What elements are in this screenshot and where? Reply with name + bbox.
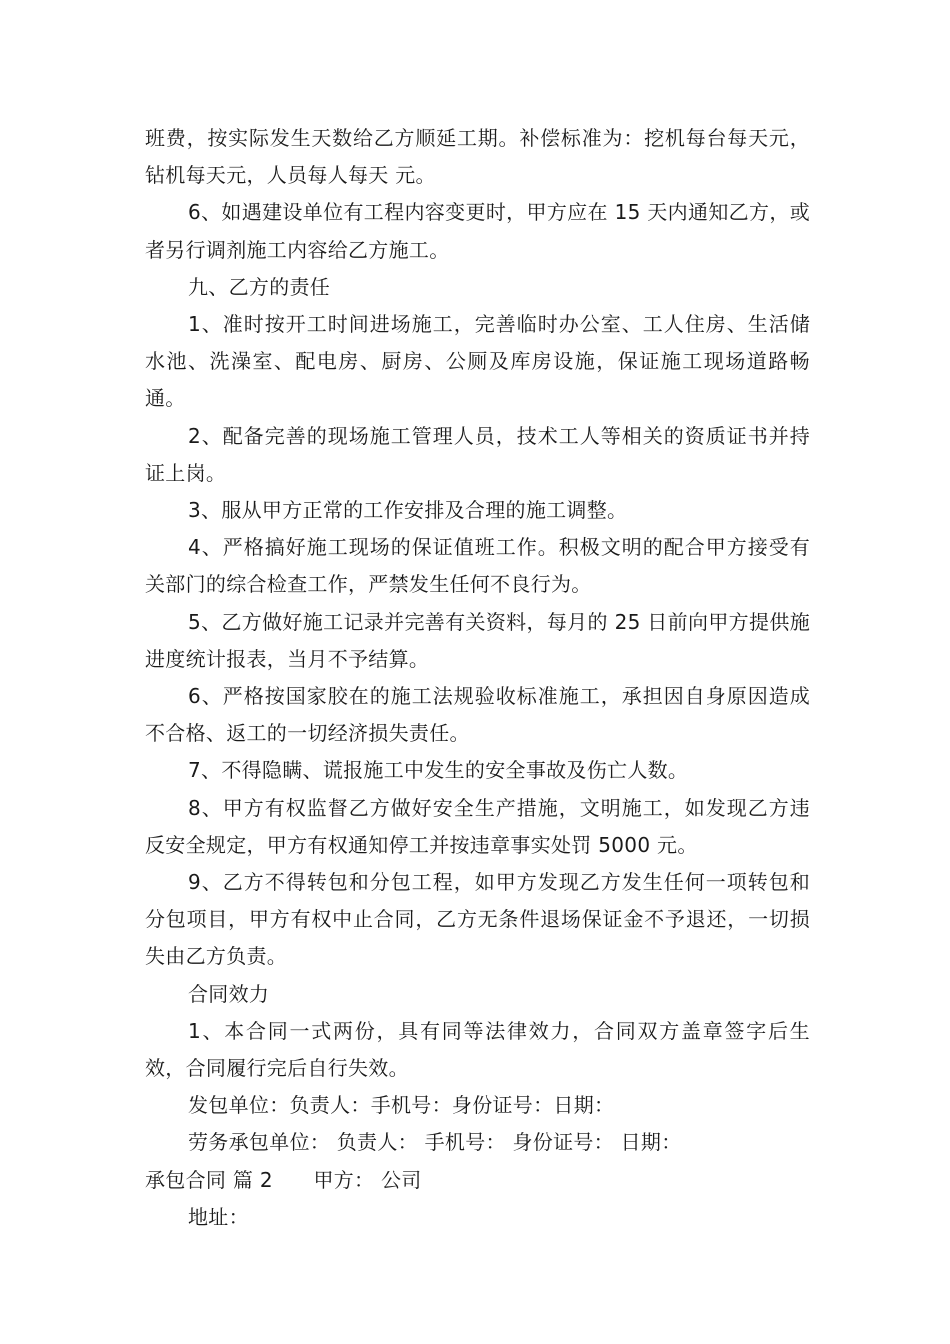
contract-2-heading: 承包合同 篇 2 甲方： 公司 xyxy=(145,1167,422,1192)
paragraph-clause-6-change: 6、如遇建设单位有工程内容变更时，甲方应在 15 天内通知乙方，或者另行调剂施工内容给乙方施工。 xyxy=(145,200,810,262)
paragraph-duty-2: 2、配备完善的现场施工管理人员，技术工人等相关的资质证书并持证上岗。 xyxy=(145,423,810,485)
paragraph-duty-8: 8、甲方有权监督乙方做好安全生产措施，文明施工，如发现乙方违反安全规定，甲方有权通知停工并按违章事实处罚 5000 元。 xyxy=(145,795,810,857)
document-body xyxy=(145,120,810,1236)
section-heading-contract-validity: 合同效力 xyxy=(188,981,270,1006)
paragraph-duty-3: 3、服从甲方正常的工作安排及合理的施工调整。 xyxy=(188,498,628,523)
paragraph-validity-1: 1、本合同一式两份，具有同等法律效力，合同双方盖章签字后生效，合同履行完后自行失效。 xyxy=(145,1018,810,1081)
address-line: 地址： xyxy=(188,1204,249,1229)
paragraph-duty-1: 1、准时按开工时间进场施工，完善临时办公室、工人住房、生活储水池、洗澡室、配电房、厨房、公厕及库房设施，保证施工现场道路畅通。 xyxy=(145,312,810,411)
paragraph-duty-6: 6、严格按国家胶在的施工法规验收标准施工，承担因自身原因造成不合格、返工的一切经济损失责任。 xyxy=(145,684,810,746)
paragraph-duty-5: 5、乙方做好施工记录并完善有关资料，每月的 25 日前向甲方提供施进度统计报表，当月不予结算。 xyxy=(145,609,810,671)
signature-line-contractor: 劳务承包单位： 负责人： 手机号： 身份证号： 日期： xyxy=(188,1130,682,1155)
section-heading-party-b-duties: 九、乙方的责任 xyxy=(188,274,331,299)
signature-line-employer: 发包单位：负责人：手机号：身份证号：日期： xyxy=(188,1093,615,1118)
paragraph-compensation: 班费，按实际发生天数给乙方顺延工期。补偿标准为：挖机每台每天元，钻机每天元，人员每人每天 元。 xyxy=(145,126,810,188)
paragraph-duty-4: 4、严格搞好施工现场的保证值班工作。积极文明的配合甲方接受有关部门的综合检查工作，严禁发生任何不良行为。 xyxy=(145,535,810,597)
paragraph-duty-7: 7、不得隐瞒、谎报施工中发生的安全事故及伤亡人数。 xyxy=(188,758,689,783)
paragraph-duty-9: 9、乙方不得转包和分包工程，如甲方发现乙方发生任何一项转包和分包项目，甲方有权中止合同，乙方无条件退场保证金不予退还，一切损失由乙方负责。 xyxy=(145,870,810,969)
